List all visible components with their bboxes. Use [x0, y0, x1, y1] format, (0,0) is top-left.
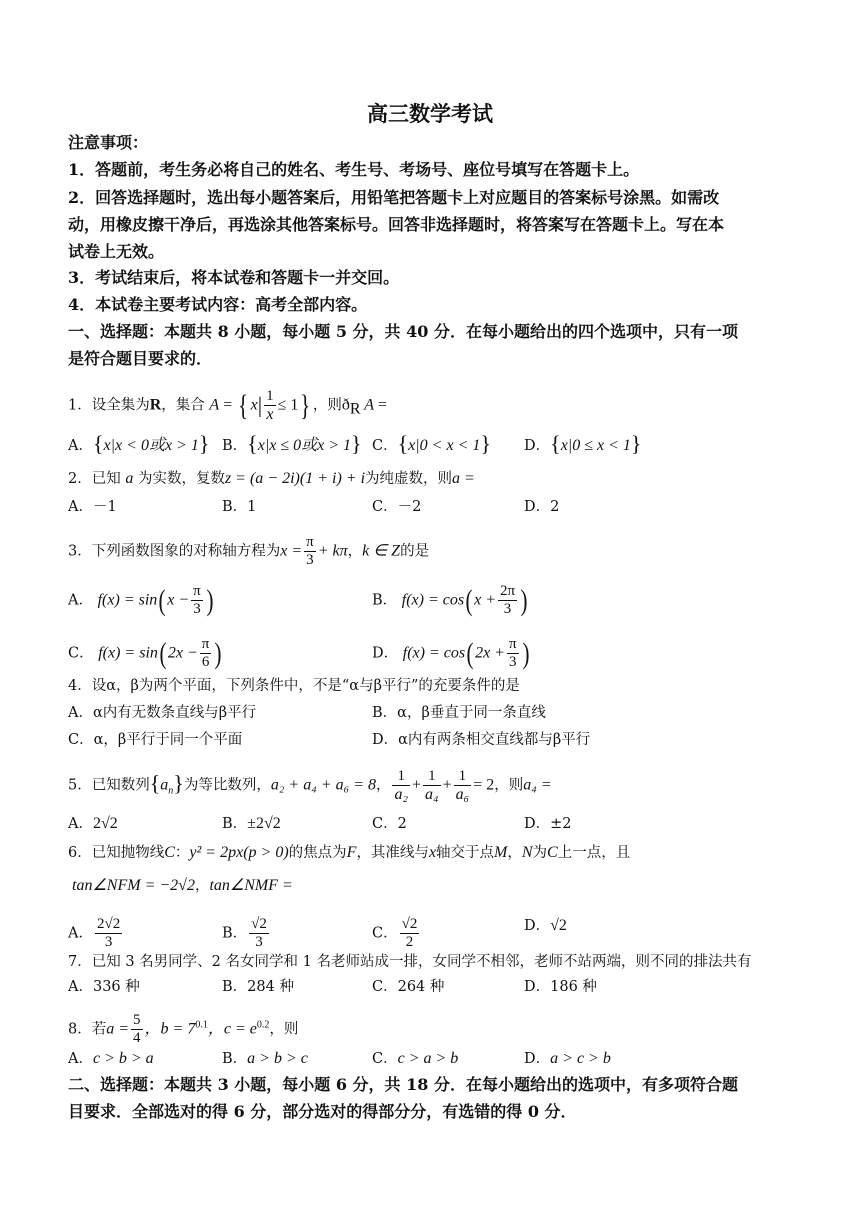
question-5-option-b: B．±2√2 [222, 815, 281, 832]
question-2-option-c: C．－2 [372, 499, 422, 515]
question-7-option-d: D．186 种 [524, 979, 597, 995]
question-1-stem: 1．设全集为R，集合 A = { x| $\frac{1}{x}$ ≤ 1} ，则$ð_R$ A = [68, 388, 388, 423]
question-1-option-b: B．{x|x ≤ 0或x > 1} [222, 431, 362, 456]
notice-item-2a: 2．回答选择题时，选出每小题答案后，用铅笔把答题卡上对应题目的答案标号涂黑。如需改 [68, 188, 720, 207]
question-4-option-c: C．α，β平行于同一个平面 [68, 732, 243, 748]
question-8-option-c: C．c > a > b [372, 1050, 459, 1067]
question-2-option-b: B．1 [222, 499, 257, 515]
notice-item-2b: 动，用橡皮擦干净后，再选涂其他答案标号。回答非选择题时，将答案写在答题卡上。写在本 [68, 215, 725, 234]
section2-heading: 二、选择题：本题共 3 小题，每小题 6 分，共 18 分．在每小题给出的选项中，有多项符合题 [68, 1075, 738, 1094]
question-5-option-d: D．±2 [524, 816, 572, 832]
question-6-stem-line-1: 6．已知抛物线C：y² = 2px(p > 0)的焦点为F，其准线与x轴交于点M，N为C上一点，且 [68, 844, 631, 861]
page-title: 高三数学考试 [367, 101, 493, 126]
question-6-option-a: A． $\frac{2√2}{3}$ [68, 916, 121, 950]
notice-item-2c: 试卷上无效。 [68, 242, 165, 261]
question-3-option-c: C． f(x) = sin(2x − $\frac{\pi}{6}$ ) [68, 636, 222, 670]
notice-item-3: 3．考试结束后，将本试卷和答题卡一并交回。 [68, 268, 400, 287]
notice-heading: 注意事项： [68, 133, 149, 152]
question-7-option-a: A．336 种 [68, 979, 140, 995]
question-2-option-a: A．－1 [68, 499, 117, 515]
question-6-option-d: D．√2 [524, 917, 567, 934]
question-6-option-c: C． $\frac{√2}{2}$ [372, 916, 418, 950]
question-4-option-d: D．α内有两条相交直线都与β平行 [372, 732, 591, 748]
question-5-option-c: C．2 [372, 816, 407, 832]
question-4-option-a: A．α内有无数条直线与β平行 [68, 705, 257, 721]
question-1-option-c: C．{x|0 < x < 1} [372, 431, 491, 456]
question-3-option-a: A． f(x) = sin(x − $\frac{\pi}{3}$ ) [68, 583, 214, 617]
question-8-option-a: A．c > b > a [68, 1050, 154, 1067]
section1-heading-cont: 是符合题目要求的． [68, 349, 213, 368]
question-8-option-b: B．a > b > c [222, 1050, 308, 1067]
question-5-option-a: A．2√2 [68, 815, 118, 832]
section2-heading-cont: 目要求．全部选对的得 6 分，部分选对的得部分分，有选错的得 0 分． [68, 1102, 577, 1121]
notice-item-4: 4．本试卷主要考试内容：高考全部内容。 [68, 295, 368, 314]
question-3-option-d: D． f(x) = cos(2x + $\frac{\pi}{3}$ ) [372, 636, 530, 670]
question-1-option-d: D．{x|0 ≤ x < 1} [524, 431, 642, 456]
question-4-stem: 4．设α，β为两个平面，下列条件中，不是“α与β平行”的充要条件的是 [68, 678, 520, 694]
question-8-option-d: D．a > c > b [524, 1050, 611, 1067]
question-5-stem: 5．已知数列$\{a_n\}$为等比数列，a₂ + a₄ + a₆ = 8， $\frac{1}{\text{a₂}}$ + $\frac{1}{\text{a₄}}$ + $\frac{1}{\text{a₆}}$ = 2，则a₄ = [68, 768, 552, 803]
question-6-option-b: B． $\frac{√2}{3}$ [222, 916, 267, 950]
question-2-stem: 2．已知 a 为实数，复数z = (a − 2i)(1 + i) + i为纯虚数，则a = [68, 470, 475, 487]
question-3-option-b: B． f(x) = cos(x + $\frac{2\pi}{3}$ ) [372, 583, 528, 617]
question-8-stem: 8．若a = $\frac{5}{4}$ ，$b = 7^{0.1}$，$c = e^{0.2}$，则 [68, 1012, 299, 1046]
notice-item-1: 1．答题前，考生务必将自己的姓名、考生号、考场号、座位号填写在答题卡上。 [68, 160, 640, 179]
question-2-option-d: D．2 [524, 499, 560, 515]
question-6-stem-line-2: tan∠NFM = −2√2，tan∠NMF = [72, 877, 293, 894]
question-3-stem: 3．下列函数图象的对称轴方程为x = $\frac{\pi}{3}$ + kπ，k ∈ Z的是 [68, 534, 430, 568]
question-4-option-b: B．α，β垂直于同一条直线 [372, 705, 546, 721]
question-7-stem: 7．已知 3 名男同学、2 名女同学和 1 名老师站成一排，女同学不相邻，老师不站两端，则不同的排法共有 [68, 954, 752, 970]
question-7-option-b: B．284 种 [222, 979, 294, 995]
question-1-option-a: A．{x|x < 0或x > 1} [68, 431, 210, 456]
question-7-option-c: C．264 种 [372, 979, 445, 995]
section1-heading: 一、选择题：本题共 8 小题，每小题 5 分，共 40 分．在每小题给出的四个选项中，只有一项 [68, 322, 738, 341]
